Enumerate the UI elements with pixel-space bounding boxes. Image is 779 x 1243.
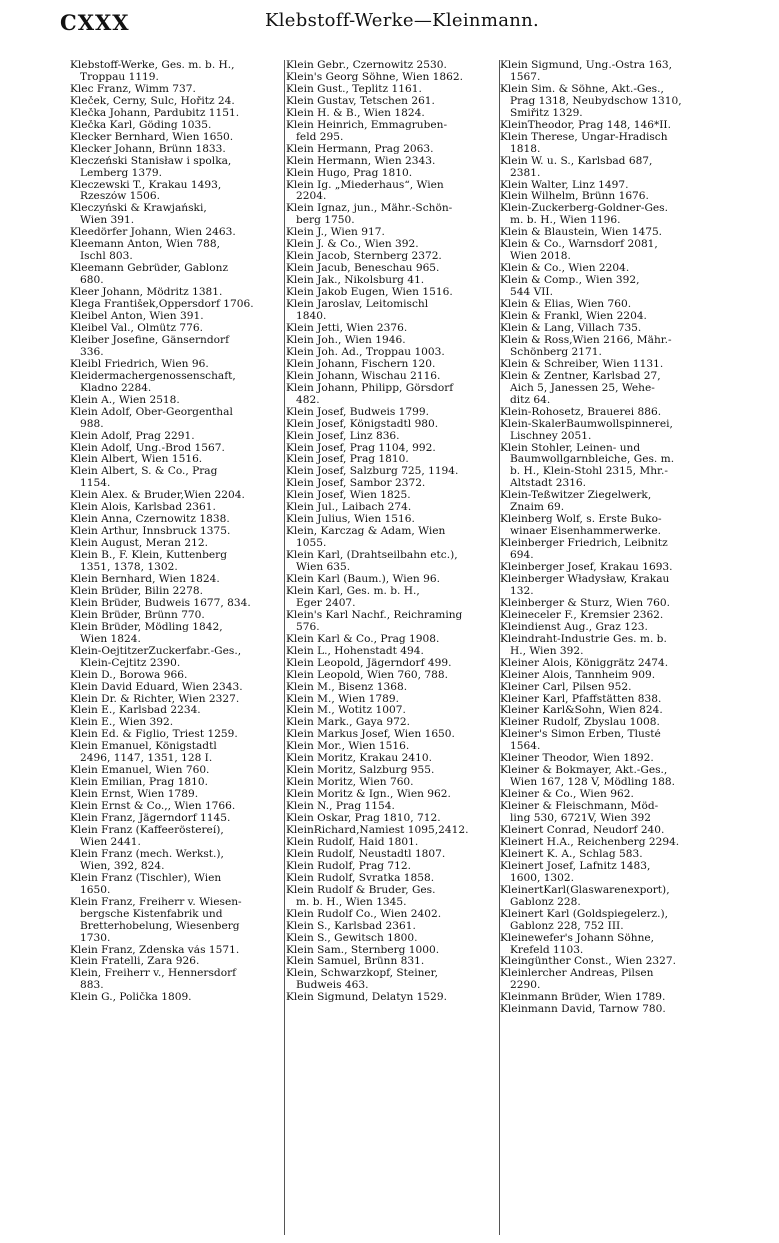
directory-entry-line: Kleczyński & Krawjański,: [70, 203, 207, 215]
directory-entry-line: Znaim 69.: [510, 502, 565, 514]
directory-entry-line: Schönberg 2171.: [510, 346, 602, 358]
directory-entry-line: 576.: [296, 621, 320, 633]
directory-entry-line: Klein Alex. & Bruder,Wien 2204.: [70, 490, 245, 502]
directory-entry-line: Klein Josef, Königstadtl 980.: [286, 418, 439, 430]
directory-entry-line: Klein Johann, Philipp, Görsdorf: [286, 382, 454, 394]
directory-entry-line: Kleinberger & Sturz, Wien 760.: [500, 597, 671, 609]
directory-entry-line: Wien, 392, 824.: [80, 860, 165, 872]
directory-entry-line: Kleiner Karl, Pfaffstätten 838.: [500, 693, 662, 705]
directory-entry-line: Klein Franz (mech. Werkst.),: [70, 848, 224, 860]
directory-entry-line: Kleidermachergenossenschaft,: [70, 370, 236, 382]
directory-entry-line: Klein S., Karlsbad 2361.: [286, 920, 416, 932]
directory-entry-line: Klein Adolf, Ober-Georgenthal: [70, 406, 233, 418]
directory-entry-line: Klein Ignaz, jun., Mähr.-Schön-: [286, 203, 453, 215]
directory-entry-line: Kleinert K. A., Schlag 583.: [500, 848, 643, 860]
directory-entry-line: Klein-Zuckerberg-Goldner-Ges.: [500, 203, 668, 215]
directory-entry-line: Klein Mark., Gaya 972.: [286, 717, 410, 729]
directory-entry-line: Klein Adolf, Prag 2291.: [70, 430, 195, 442]
directory-entry-line: Kleiner & Fleischmann, Möd-: [500, 801, 659, 813]
directory-entry-line: Klein Gebr., Czernowitz 2530.: [286, 60, 447, 71]
directory-entry-line: Klein & Blaustein, Wien 1475.: [500, 227, 663, 239]
directory-entry-line: Klein Jak., Nikolsburg 41.: [286, 275, 425, 287]
directory-entry-line: 694.: [510, 550, 534, 562]
directory-entry-line: Klein & Schreiber, Wien 1131.: [500, 358, 664, 370]
directory-entry-line: Klein Sim. & Söhne, Akt.-Ges.,: [500, 83, 664, 95]
directory-entry-line: Klein M., Wotitz 1007.: [286, 705, 406, 717]
directory-entry-line: 336.: [80, 346, 104, 358]
directory-entry-line: Kleiner Alois, Tannheim 909.: [500, 669, 656, 681]
directory-entry-line: Kleemann Gebrüder, Gablonz: [70, 263, 229, 275]
directory-entry-line: Klein Ed. & Figlio, Triest 1259.: [70, 729, 238, 741]
directory-entry-line: Klein Albert, S. & Co., Prag: [70, 466, 218, 478]
directory-entry-line: Klein M., Bisenz 1368.: [286, 681, 408, 693]
directory-entry-line: Wien 391.: [80, 215, 135, 227]
directory-column-3: [500, 60, 708, 1240]
directory-entry-line: Kleiner & Co., Wien 962.: [500, 789, 634, 801]
directory-entry-line: Klein Brüder, Budweis 1677, 834.: [70, 597, 251, 609]
directory-entry-line: Klein Leopold, Wien 760, 788.: [286, 669, 448, 681]
directory-entry-line: Baumwollgarnbleiche, Ges. m.: [510, 454, 675, 466]
directory-entry-line: Kleinert Conrad, Neudorf 240.: [500, 825, 665, 836]
directory-entry-line: Klein Sam., Sternberg 1000.: [286, 944, 440, 956]
directory-entry-line: berg 1750.: [296, 215, 355, 227]
directory-entry-line: Klein Hugo, Prag 1810.: [286, 167, 413, 179]
directory-entry-line: Klein Josef, Prag 1810.: [286, 454, 409, 466]
directory-entry-line: Klein Ernst, Wien 1789.: [70, 789, 199, 801]
directory-entry-line: Wien 635.: [296, 562, 351, 574]
directory-entry-line: Kleinewefer's Johann Söhne,: [500, 932, 655, 944]
directory-entry-line: ditz 64.: [510, 394, 551, 406]
directory-entry-line: Klein Mor., Wien 1516.: [286, 741, 410, 753]
directory-entry-line: Klein Rudolf, Haid 1801.: [286, 836, 419, 848]
directory-entry-line: Klein's Georg Söhne, Wien 1862.: [286, 71, 463, 83]
directory-entry-line: Klein D., Borowa 966.: [70, 669, 188, 681]
directory-entry-line: Rzeszów 1506.: [80, 191, 160, 203]
directory-entry-line: 883.: [80, 980, 104, 992]
directory-entry-line: Klein Emanuel, Wien 760.: [70, 765, 210, 777]
directory-entry-line: Klein Walter, Linz 1497.: [500, 179, 629, 191]
directory-entry-line: Klein Alois, Karlsbad 2361.: [70, 502, 216, 514]
directory-entry-line: Kleindraht-Industrie Ges. m. b.: [500, 633, 667, 645]
directory-entry-line: Klein Hermann, Wien 2343.: [286, 155, 436, 167]
directory-entry-line: Klein Adolf, Ung.-Brod 1567.: [70, 442, 225, 454]
directory-entry-line: Klein Josef, Budweis 1799.: [286, 406, 430, 418]
directory-entry-line: Klein Anna, Czernowitz 1838.: [70, 514, 230, 526]
directory-entry-line: Klein Franz, Jägerndorf 1145.: [70, 813, 231, 825]
directory-entry-line: Klecker Johann, Brünn 1833.: [70, 143, 226, 155]
directory-entry-line: winaer Eisenhammerwerke.: [510, 526, 661, 538]
directory-entry-line: Klein Sigmund, Ung.-Ostra 163,: [500, 60, 672, 71]
directory-entry-line: Klein Wilhelm, Brünn 1676.: [500, 191, 649, 203]
directory-entry-line: Kleczeński Stanisław i spolka,: [70, 155, 232, 167]
directory-entry-line: Klein Jetti, Wien 2376.: [286, 322, 408, 334]
directory-entry-line: Klein Karl & Co., Prag 1908.: [286, 633, 440, 645]
directory-entry-line: Kleibel Anton, Wien 391.: [70, 311, 204, 323]
directory-entry-line: Klein Oskar, Prag 1810, 712.: [286, 813, 441, 825]
directory-entry-line: Kleibel Val., Olmütz 776.: [70, 322, 203, 334]
directory-entry-line: Wien 1824.: [80, 633, 141, 645]
directory-entry-line: 1818.: [510, 143, 541, 155]
directory-entry-line: Kleer Johann, Mödritz 1381.: [70, 287, 223, 299]
directory-entry-line: Klein Rudolf, Svratka 1858.: [286, 872, 435, 884]
directory-entry-line: Klein & Frankl, Wien 2204.: [500, 311, 647, 323]
directory-entry-line: Kleiner & Bokmayer, Akt.-Ges.,: [500, 765, 668, 777]
directory-entry-line: Klein Sigmund, Delatyn 1529.: [286, 992, 448, 1004]
page-number: CXXX: [60, 10, 130, 35]
directory-entry-line: Kleiner Alois, Königgrätz 2474.: [500, 657, 669, 669]
directory-entry-line: Klecker Bernhard, Wien 1650.: [70, 131, 234, 143]
directory-entry-line: Budweis 463.: [296, 980, 369, 992]
directory-entry-line: Klein Albert, Wien 1516.: [70, 454, 203, 466]
directory-entry-line: Kleibl Friedrich, Wien 96.: [70, 358, 209, 370]
directory-entry-line: Klein-SkalerBaumwollspinnerei,: [500, 418, 673, 430]
directory-entry-line: Klein Karl, (Drahtseilbahn etc.),: [286, 550, 458, 562]
directory-entry-line: Klein Johann, Fischern 120.: [286, 358, 436, 370]
directory-entry-line: 1730.: [80, 932, 111, 944]
directory-entry-line: Klein Johann, Wischau 2116.: [286, 370, 441, 382]
directory-entry-line: 1154.: [80, 478, 111, 490]
directory-entry-line: Klein S., Gewitsch 1800.: [286, 932, 418, 944]
directory-entry-line: Klein Samuel, Brünn 831.: [286, 956, 425, 968]
directory-entry-line: 544 VII.: [510, 287, 553, 299]
directory-entry-line: Klein Brüder, Brünn 770.: [70, 609, 205, 621]
directory-entry-line: Klein Leopold, Jägerndorf 499.: [286, 657, 452, 669]
directory-entry-line: Ischl 803.: [80, 251, 133, 263]
directory-entry-line: Klein Gustav, Tetschen 261.: [286, 95, 435, 107]
directory-entry-line: Klein & Zentner, Karlsbad 27,: [500, 370, 661, 382]
directory-column-2: [286, 60, 508, 1240]
directory-entry-line: Klein Franz, Zdenska vás 1571.: [70, 944, 240, 956]
directory-entry-line: Klein Jacob, Sternberg 2372.: [286, 251, 442, 263]
directory-entry-line: Klein Moritz & Ign., Wien 962.: [286, 789, 451, 801]
directory-entry-line: Klein E., Wien 392.: [70, 717, 174, 729]
directory-entry-line: Lischney 2051.: [510, 430, 592, 442]
directory-entry-line: KleinTheodor, Prag 148, 146*II.: [500, 119, 671, 131]
directory-entry-line: Klein Julius, Wien 1516.: [286, 514, 415, 526]
directory-entry-line: Klein Jul., Laibach 274.: [286, 502, 412, 514]
directory-entry-line: Eger 2407.: [296, 597, 356, 609]
directory-entry-line: Klein Therese, Ungar-Hradisch: [500, 131, 668, 143]
directory-entry-line: 1567.: [510, 71, 541, 83]
directory-entry-line: bergsche Kistenfabrik und: [80, 908, 223, 920]
directory-entry-line: Klein Arthur, Innsbruck 1375.: [70, 526, 231, 538]
directory-entry-line: Klein Josef, Prag 1104, 992.: [286, 442, 436, 454]
directory-entry-line: Klein Bernhard, Wien 1824.: [70, 573, 220, 585]
directory-entry-line: Klein A., Wien 2518.: [70, 394, 180, 406]
directory-entry-line: Kleinberg Wolf, s. Erste Buko-: [500, 514, 662, 526]
directory-entry-line: Klein J., Wien 917.: [286, 227, 385, 239]
directory-entry-line: Kleinert Karl (Goldspiegelerz.),: [500, 908, 669, 920]
directory-entry-line: Klein Hermann, Prag 2063.: [286, 143, 434, 155]
directory-entry-line: Kleinlercher Andreas, Pilsen: [500, 968, 654, 980]
directory-entry-line: Klein Joh. Ad., Troppau 1003.: [286, 346, 445, 358]
directory-entry-line: Kleinberger Władysław, Krakau: [500, 573, 670, 585]
page-header: [60, 10, 710, 40]
directory-entry-line: Klein Josef, Salzburg 725, 1194.: [286, 466, 459, 478]
directory-entry-line: Kleinmann David, Tarnow 780.: [500, 1004, 666, 1016]
directory-entry-line: Bretterhobelung, Wiesenberg: [80, 920, 240, 932]
directory-entry-line: KleinRichard,Namiest 1095,2412.: [286, 825, 469, 836]
directory-entry-line: 2381.: [510, 167, 541, 179]
directory-entry-line: KleinertKarl(Glaswarenexport),: [500, 884, 670, 896]
directory-entry-line: Klein Jakob Eugen, Wien 1516.: [286, 287, 453, 299]
directory-entry-line: Klein Jaroslav, Leitomischl: [286, 299, 429, 311]
directory-entry-line: Kleingünther Const., Wien 2327.: [500, 956, 676, 968]
directory-entry-line: Klein Gust., Teplitz 1161.: [286, 83, 422, 95]
directory-entry-line: Kleinberger Josef, Krakau 1693.: [500, 562, 673, 574]
directory-entry-line: Kleiner Theodor, Wien 1892.: [500, 753, 654, 765]
directory-entry-line: Kleiner Karl&Sohn, Wien 824.: [500, 705, 663, 717]
directory-entry-line: Klein Dr. & Richter, Wien 2327.: [70, 693, 240, 705]
directory-entry-line: Klein Josef, Linz 836.: [286, 430, 400, 442]
directory-entry-line: Klein & Co., Warnsdorf 2081,: [500, 239, 658, 251]
directory-entry-line: b. H., Klein-Stohl 2315, Mhr.-: [510, 466, 668, 478]
directory-entry-line: m. b. H., Wien 1196.: [510, 215, 621, 227]
directory-entry-line: Klein Rudolf, Neustadtl 1807.: [286, 848, 446, 860]
directory-entry-line: Klein-OejtitzerZuckerfabr.-Ges.,: [70, 645, 242, 657]
directory-entry-line: Klein, Freiherr v., Hennersdorf: [70, 968, 237, 980]
directory-entry-line: Kleiner Rudolf, Zbyslau 1008.: [500, 717, 660, 729]
directory-entry-line: Kladno 2284.: [80, 382, 152, 394]
directory-entry-line: Kleiner Carl, Pilsen 952.: [500, 681, 632, 693]
directory-entry-line: Klega František,Oppersdorf 1706.: [70, 299, 254, 311]
directory-entry-line: Klein-Teßwitzer Ziegelwerk,: [500, 490, 652, 502]
directory-entry-line: Klein Josef, Wien 1825.: [286, 490, 411, 502]
directory-entry-line: Klein H. & B., Wien 1824.: [286, 107, 425, 119]
directory-entry-line: 988.: [80, 418, 104, 430]
directory-entry-line: Klein & Comp., Wien 392,: [500, 275, 640, 287]
directory-entry-line: Klein-Rohosetz, Brauerei 886.: [500, 406, 662, 418]
directory-entry-line: Kleemann Anton, Wien 788,: [70, 239, 221, 251]
directory-entry-line: Klein J. & Co., Wien 392.: [286, 239, 419, 251]
directory-entry-line: Klein Joh., Wien 1946.: [286, 334, 406, 346]
directory-entry-line: ling 530, 6721V, Wien 392: [510, 813, 651, 825]
directory-entry-line: Kleczewski T., Krakau 1493,: [70, 179, 222, 191]
directory-entry-line: Gablonz 228.: [510, 896, 581, 908]
directory-entry-line: Klein L., Hohenstadt 494.: [286, 645, 424, 657]
directory-entry-line: Klein W. u. S., Karlsbad 687,: [500, 155, 653, 167]
directory-entry-line: Klein Heinrich, Emmagruben-: [286, 119, 448, 131]
directory-entry-line: 1564.: [510, 741, 541, 753]
directory-entry-line: Klein & Elias, Wien 760.: [500, 299, 632, 311]
directory-entry-line: Klečka Karl, Göding 1035.: [70, 119, 212, 131]
directory-entry-line: Klein Rudolf & Bruder, Ges.: [286, 884, 436, 896]
directory-entry-line: Gablonz 228, 752 III.: [510, 920, 624, 932]
directory-entry-line: Klein Rudolf, Prag 712.: [286, 860, 412, 872]
directory-entry-line: Klein M., Wien 1789.: [286, 693, 399, 705]
directory-entry-line: Prag 1318, Neubydschow 1310,: [510, 95, 682, 107]
directory-entry-line: Klein David Eduard, Wien 2343.: [70, 681, 243, 693]
directory-entry-line: 132.: [510, 585, 534, 597]
directory-entry-line: Krefeld 1103.: [510, 944, 584, 956]
directory-entry-line: Klein E., Karlsbad 2234.: [70, 705, 201, 717]
directory-entry-line: Klein August, Meran 212.: [70, 538, 208, 550]
directory-entry-line: Kleiner's Simon Erben, Tlusté: [500, 729, 661, 741]
running-title: Klebstoff-Werke—Kleinmann.: [265, 10, 540, 31]
directory-entry-line: Kleček, Černy, Šulc, Hořitz 24.: [70, 95, 235, 107]
directory-entry-line: Klein Brüder, Bilin 2278.: [70, 585, 203, 597]
directory-entry-line: Wien 167, 128 V, Mödling 188.: [510, 777, 675, 789]
directory-entry-line: Wien 2441.: [80, 836, 141, 848]
directory-entry-line: Kleinert H.A., Reichenberg 2294.: [500, 836, 680, 848]
directory-entry-line: Klein Karl, Ges. m. b. H.,: [286, 585, 420, 597]
directory-entry-line: Klein & Ross,Wien 2166, Mähr.-: [500, 334, 672, 346]
directory-entry-line: Klein Franz (Kaffeeröstereí),: [70, 825, 224, 836]
directory-entry-line: Klein & Lang, Villach 735.: [500, 322, 642, 334]
directory-entry-line: 1650.: [80, 884, 111, 896]
directory-entry-line: Kleineceler F., Kremsier 2362.: [500, 609, 664, 621]
directory-entry-line: 2496, 1147, 1351, 128 I.: [80, 753, 213, 765]
directory-entry-line: Altstadt 2316.: [510, 478, 587, 490]
directory-entry-line: 482.: [296, 394, 320, 406]
directory-entry-line: Klein's Karl Nachf., Reichraming: [286, 609, 463, 621]
directory-entry-line: Troppau 1119.: [80, 71, 159, 83]
directory-entry-line: Wien 2018.: [510, 251, 571, 263]
directory-entry-line: 1600, 1302.: [510, 872, 575, 884]
directory-entry-line: feld 295.: [296, 131, 344, 143]
directory-entry-line: Klein Josef, Sambor 2372.: [286, 478, 426, 490]
directory-entry-line: 1351, 1378, 1302.: [80, 562, 178, 574]
directory-entry-line: Kleindienst Aug., Graz 123.: [500, 621, 648, 633]
directory-entry-line: Kleedörfer Johann, Wien 2463.: [70, 227, 236, 239]
directory-entry-line: Klein Ig. „Miederhaus“, Wien: [286, 179, 444, 191]
directory-entry-line: Kleinberger Friedrich, Leibnitz: [500, 538, 668, 550]
directory-entry-line: Klein Emanuel, Königstadtl: [70, 741, 217, 753]
directory-entry-line: Lemberg 1379.: [80, 167, 162, 179]
directory-entry-line: Klein B., F. Klein, Kuttenberg: [70, 550, 227, 562]
directory-entry-line: Kleiber Josefine, Gänserndorf: [70, 334, 230, 346]
directory-entry-line: Aich 5, Janessen 25, Wehe-: [510, 382, 655, 394]
directory-entry-line: 2290.: [510, 980, 541, 992]
directory-entry-line: Smiřitz 1329.: [510, 107, 583, 119]
directory-entry-line: Klein Karl (Baum.), Wien 96.: [286, 573, 440, 585]
directory-entry-line: Klein Brüder, Mödling 1842,: [70, 621, 223, 633]
directory-entry-line: Klein, Karczag & Adam, Wien: [286, 526, 446, 538]
directory-entry-line: m. b. H., Wien 1345.: [296, 896, 407, 908]
directory-entry-line: Klein-Čejtitz 2390.: [80, 657, 181, 669]
directory-entry-line: Klein Moritz, Krakau 2410.: [286, 753, 432, 765]
directory-entry-line: Klein & Co., Wien 2204.: [500, 263, 630, 275]
directory-entry-line: Klein Rudolf Co., Wien 2402.: [286, 908, 442, 920]
directory-entry-line: Klein Emilian, Prag 1810.: [70, 777, 208, 789]
directory-entry-line: Klebstoff-Werke, Ges. m. b. H.,: [70, 60, 235, 71]
directory-entry-line: Kleinmann Brüder, Wien 1789.: [500, 992, 666, 1004]
directory-entry-line: Klein Moritz, Wien 760.: [286, 777, 414, 789]
directory-entry-line: 1055.: [296, 538, 327, 550]
directory-entry-line: 1840.: [296, 311, 327, 323]
directory-entry-line: 2204.: [296, 191, 327, 203]
directory-entry-line: Klein Moritz, Salzburg 955.: [286, 765, 435, 777]
directory-entry-line: Klein Ernst & Co.,, Wien 1766.: [70, 801, 236, 813]
directory-entry-line: Klein G., Polička 1809.: [70, 992, 192, 1004]
directory-column-1: [70, 60, 295, 1240]
directory-entry-line: Klein Stohler, Leinen- und: [500, 442, 641, 454]
directory-entry-line: Klein Markus Josef, Wien 1650.: [286, 729, 455, 741]
directory-entry-line: Klec Franz, Wimm 737.: [70, 83, 196, 95]
directory-entry-line: Klein Fratelli, Zara 926.: [70, 956, 200, 968]
directory-entry-line: H., Wien 392.: [510, 645, 584, 657]
directory-entry-line: Klein Jacub, Beneschau 965.: [286, 263, 440, 275]
directory-entry-line: Klein Franz, Freiherr v. Wiesen-: [70, 896, 242, 908]
directory-entry-line: Klein, Schwarzkopf, Steiner,: [286, 968, 438, 980]
directory-entry-line: Klein Franz (Tischler), Wien: [70, 872, 222, 884]
directory-entry-line: Klečka Johann, Pardubitz 1151.: [70, 107, 240, 119]
directory-entry-line: Kleinert Josef, Lafnitz 1483,: [500, 860, 651, 872]
directory-entry-line: 680.: [80, 275, 104, 287]
directory-entry-line: Klein N., Prag 1154.: [286, 801, 395, 813]
